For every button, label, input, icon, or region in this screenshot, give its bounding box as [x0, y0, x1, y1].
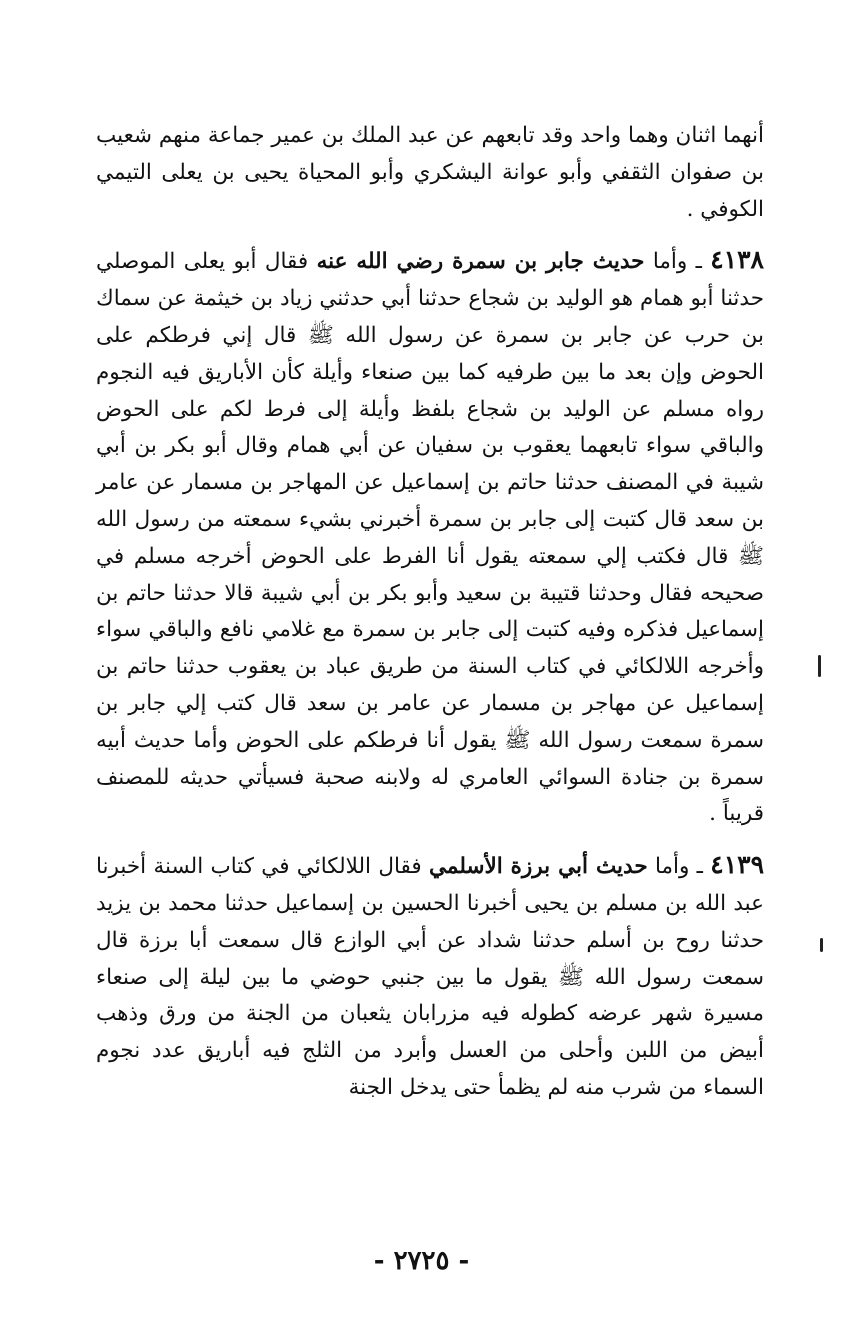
paragraph-continuation [96, 118, 764, 228]
paragraph-hadith-4139 [96, 847, 764, 1107]
paragraph-text: فقال أبو يعلى الموصلي حدثنا أبو همام هو الوليد بن شجاع حدثنا أبي حدثني زياد بن خيثمة عن سماك بن حرب عن جابر بن سمرة عن رسول الله ﷺ قال إني فرطكم على الحوض وإن بعد ما بين طرفيه كما بين صنعاء وأيلة كأن الأباريق فيه النجوم رواه مسلم عن الوليد بن شجاع بلفظ وأيلة إلى فرط لكم على الحوض والباقي سواء تابعهما يعقوب بن سفيان عن أبي همام وقال أبو بكر بن أبي شيبة في المصنف حدثنا حاتم بن إسماعيل عن المهاجر بن مسمار عن عامر بن سعد قال كتبت إلى جابر بن سمرة أخبرني بشيء سمعته من رسول الله ﷺ قال فكتب إلي سمعته يقول أنا الفرط على الحوض أخرجه مسلم في صحيحه فقال وحدثنا قتيبة بن سعيد وأبو بكر بن أبي شيبة قالا حدثنا حاتم بن إسماعيل فذكره وفيه كتبت إلى جابر بن سمرة مع غلامي نافع والباقي سواء وأخرجه اللالكائي في كتاب السنة من طريق عباد بن يعقوب حدثنا حاتم بن إسماعيل عن مهاجر بن مسمار عن عامر بن سعد قال كتب إلي جابر بن سمرة سمعت رسول الله ﷺ يقول أنا فرطكم على الحوض وأما حديث أبيه سمرة بن جنادة السوائي العامري له ولابنه صحبة فسيأتي حديثه للمصنف قريباً . [96, 249, 764, 827]
hadith-heading: حديث أبي برزة الأسلمي [428, 854, 648, 880]
scan-mark [820, 938, 823, 952]
page-body [96, 118, 764, 1121]
paragraph-text: فقال اللالكائي في كتاب السنة أخبرنا عبد الله بن مسلم بن يحيى أخبرنا الحسين بن إسماعيل حدثنا محمد بن يزيد حدثنا روح بن أسلم حدثنا شداد عن أبي الوازع قال سمعت أبا برزة قال سمعت رسول الله ﷺ يقول ما بين جنبي حوضي ما بين ليلة إلى صنعاء مسيرة شهر عرضه كطوله فيه مزرابان يثعبان من الجنة من ورق وذهب أبيض من اللبن وأحلى من العسل وأبرد من الثلج فيه أباريق عدد نجوم السماء من شرب منه لم يظمأ حتى يدخل الجنة [96, 854, 764, 1100]
paragraph-hadith-4138 [96, 242, 764, 833]
hadith-number: ٤١٣٩ [710, 850, 764, 880]
hadith-heading: حديث جابر بن سمرة رضي الله عنه [316, 249, 645, 275]
hadith-number: ٤١٣٨ [710, 245, 764, 275]
paragraph-text: أنهما اثنان وهما واحد وقد تابعهم عن عبد الملك بن عمير جماعة منهم شعيب بن صفوان الثقفي وأبو عوانة اليشكري وأبو المحياة يحيى بن يعلى التيمي الكوفي . [96, 123, 764, 222]
scan-mark [818, 655, 821, 677]
paragraph-lead: ـ وأما [652, 249, 702, 275]
paragraph-lead: ـ وأما [654, 854, 703, 880]
page-number: - ٢٧٢٥ - [373, 1246, 470, 1276]
